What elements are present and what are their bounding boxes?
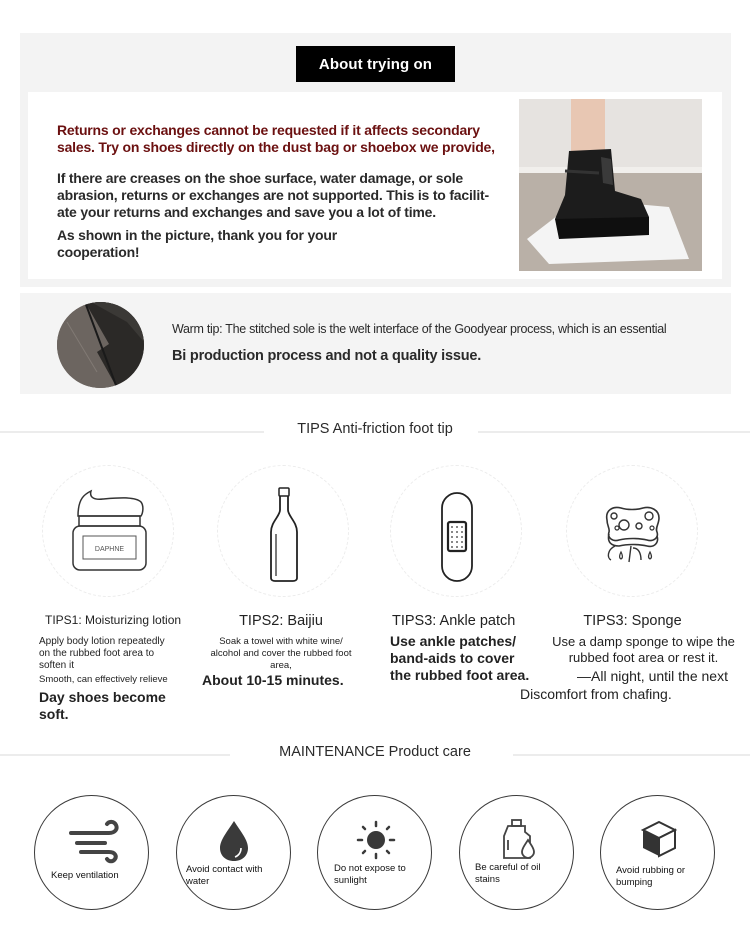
warm-tip-panel (20, 293, 731, 394)
tips-section-title: TIPS Anti-friction foot tip (297, 421, 453, 437)
care-no-sunlight (317, 795, 432, 910)
tip-1-body-3: soften it (39, 660, 75, 671)
tip-4-body-3: —All night, until the next (577, 668, 728, 684)
tip-4 (520, 613, 745, 703)
wind-icon (35, 796, 150, 911)
tip-4-body-4: Discomfort from chafing. (520, 686, 672, 702)
care-label-2: bumping (616, 877, 653, 888)
tip-2-title: TIPS2: Baijiu (239, 613, 323, 629)
care-keep-ventilation (34, 795, 149, 910)
sun-icon (318, 796, 433, 911)
maintenance-section-header (0, 744, 750, 764)
sponge-icon (566, 465, 698, 597)
care-avoid-water (176, 795, 291, 910)
tip-1-body-1: Apply body lotion repeatedly (39, 636, 165, 647)
returns-warning-line-2: sales. Try on shoes directly on the dust bag or shoebox we provide, (57, 139, 495, 155)
tip-1-big-2: soft. (39, 706, 69, 722)
care-label-2: sunlight (334, 875, 367, 886)
bottle-icon (217, 465, 349, 597)
damage-policy-line-1: If there are creases on the shoe surface, water damage, or sole (57, 170, 464, 186)
tip-2-body-1: Soak a towel with white wine/ (219, 636, 343, 647)
tip-1-body-4: Smooth, can effectively relieve (39, 674, 168, 685)
jar-label: DAPHNE (94, 546, 125, 553)
warm-tip-line-2: Bi production process and not a quality issue. (172, 348, 482, 364)
tip-1-body-2: on the rubbed foot area to (39, 648, 155, 659)
returns-warning-line-1: Returns or exchanges cannot be requested if it affects secondary (57, 122, 480, 138)
tip-1-big-1: Day shoes become (39, 689, 166, 705)
water-drop-icon (177, 796, 292, 911)
thanks-line-2: cooperation! (57, 244, 140, 260)
tip-4-body-2: rubbed foot area or rest it. (568, 650, 719, 665)
box-icon (601, 796, 716, 911)
oil-can-icon (460, 796, 575, 911)
care-label-1: Avoid contact with (186, 864, 263, 875)
care-label-2: stains (475, 874, 500, 885)
tip-4-title: TIPS3: Sponge (583, 613, 682, 629)
damage-policy-line-3: ate your returns and exchanges and save you a lot of time. (57, 204, 436, 220)
bandage-icon (390, 465, 522, 597)
care-label-2: water (186, 876, 210, 887)
tip-2-body-3: area, (270, 660, 292, 671)
tip-3-title: TIPS3: Ankle patch (392, 613, 516, 629)
warm-tip-line-1: Warm tip: The stitched sole is the welt interface of the Goodyear process, which is an essential (172, 322, 667, 336)
tip-1-title: TIPS1: Moisturizing lotion (45, 613, 182, 627)
tip-3 (390, 613, 540, 684)
tips-section-header (0, 421, 750, 441)
about-trying-on-panel (20, 33, 731, 287)
tip-3-big-1: Use ankle patches/ (390, 633, 517, 649)
tip-3-big-2: band-aids to cover (390, 650, 515, 666)
maintenance-section-title: MAINTENANCE Product care (279, 744, 471, 760)
about-trying-on-title: About trying on (296, 46, 455, 82)
care-label: Keep ventilation (51, 870, 119, 881)
care-label-1: Do not expose to (334, 863, 406, 874)
tip-2-body-2: alcohol and cover the rubbed foot (210, 648, 352, 659)
lotion-jar-icon (42, 465, 174, 597)
tip-2 (200, 613, 362, 689)
tip-3-big-3: the rubbed foot area. (390, 667, 530, 683)
about-text-block (57, 122, 517, 261)
tip-1 (39, 613, 199, 723)
welt-closeup-photo (57, 302, 144, 388)
boot-try-on-photo (519, 99, 702, 271)
tip-4-body-1: Use a damp sponge to wipe the (552, 634, 735, 649)
damage-policy-line-2: abrasion, returns or exchanges are not supported. This is to facilit- (57, 187, 489, 203)
about-trying-on-card (28, 92, 722, 279)
tip-2-big-1: About 10-15 minutes. (202, 672, 344, 688)
thanks-line-1: As shown in the picture, thank you for your (57, 227, 337, 243)
care-label-1: Be careful of oil (475, 862, 541, 873)
care-label-1: Avoid rubbing or (616, 865, 686, 876)
care-avoid-rubbing (600, 795, 715, 910)
care-oil-stains (459, 795, 574, 910)
